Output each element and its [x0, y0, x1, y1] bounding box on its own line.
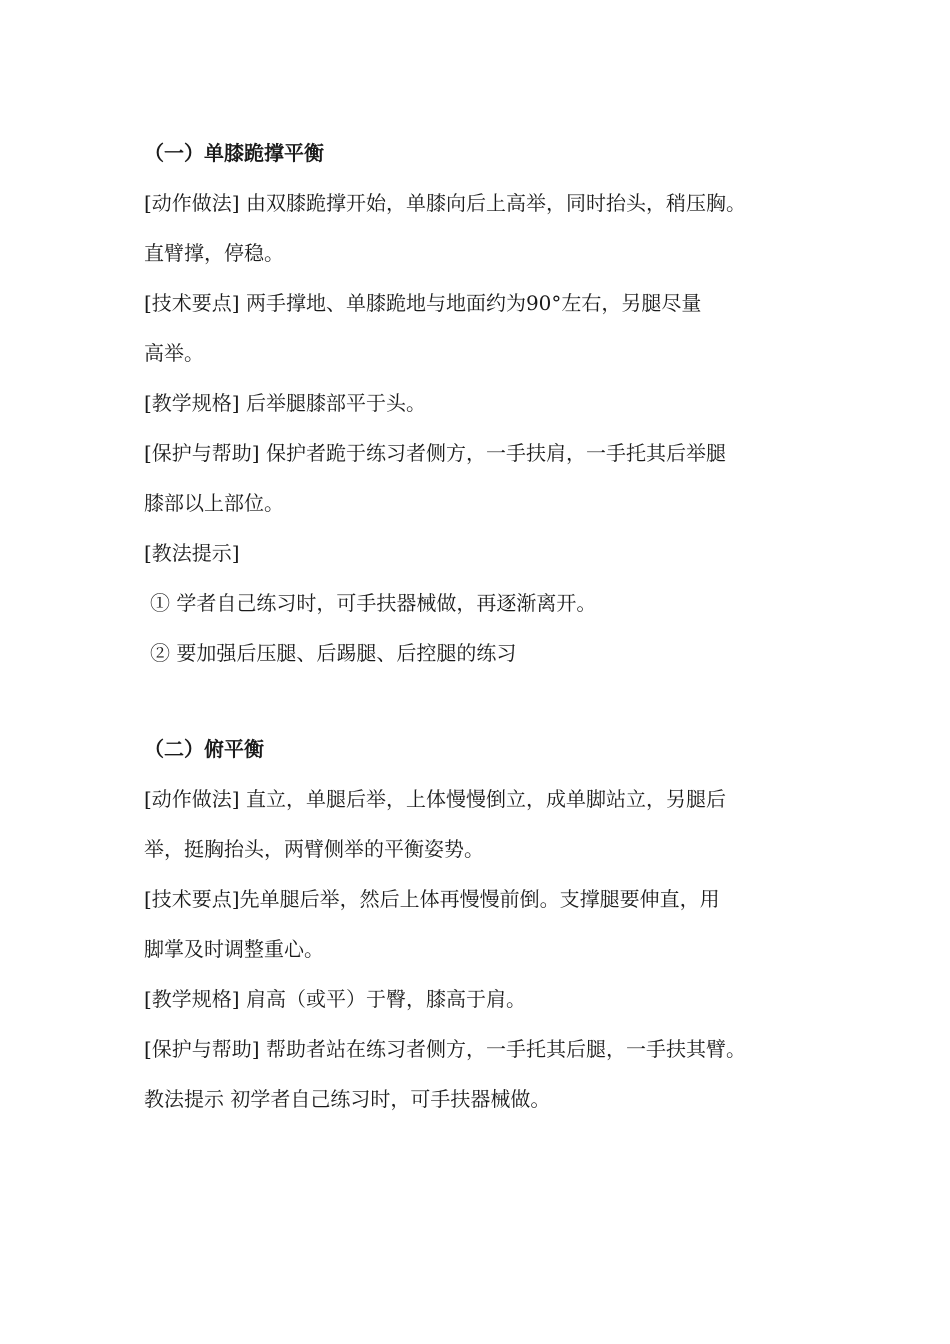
section-1-title: （一）单膝跪撑平衡: [144, 141, 324, 165]
section-1-line-8: [教法提示]: [144, 541, 240, 565]
section-1-line-5: [教学规格] 后举腿膝部平于头。: [144, 391, 426, 415]
section-1-line-3: [技术要点] 两手撑地、单膝跪地与地面约为90°左右，另腿尽量: [144, 291, 702, 315]
section-2-line-5: [教学规格] 肩高（或平）于臀，膝高于肩。: [144, 987, 526, 1011]
document-content: [144, 128, 834, 1124]
section-2-title: （二）俯平衡: [144, 737, 264, 761]
section-gap: [144, 678, 834, 724]
section-1-list-item-1: ① 学者自己练习时，可手扶器械做，再逐渐离开。: [150, 591, 597, 615]
section-1-list-item-2: ② 要加强后压腿、后踢腿、后控腿的练习: [150, 641, 517, 665]
section-2-line-1: [动作做法] 直立，单腿后举，上体慢慢倒立，成单脚站立，另腿后: [144, 787, 726, 811]
section-2-line-7: 教法提示 初学者自己练习时，可手扶器械做。: [144, 1087, 551, 1111]
section-2-line-3: [技术要点]先单腿后举，然后上体再慢慢前倒。支撑腿要伸直，用: [144, 887, 720, 911]
section-1-line-1: [动作做法] 由双膝跪撑开始，单膝向后上高举，同时抬头，稍压胸。: [144, 191, 746, 215]
section-1-line-7: 膝部以上部位。: [144, 491, 284, 515]
section-2-line-4: 脚掌及时调整重心。: [144, 937, 324, 961]
section-1-line-4: 高举。: [144, 341, 204, 365]
section-1-line-2: 直臂撑，停稳。: [144, 241, 284, 265]
section-1-line-6: [保护与帮助] 保护者跪于练习者侧方，一手扶肩，一手托其后举腿: [144, 441, 726, 465]
section-2-line-2: 举，挺胸抬头，两臂侧举的平衡姿势。: [144, 837, 484, 861]
section-2-line-6: [保护与帮助] 帮助者站在练习者侧方，一手托其后腿，一手扶其臂。: [144, 1037, 746, 1061]
